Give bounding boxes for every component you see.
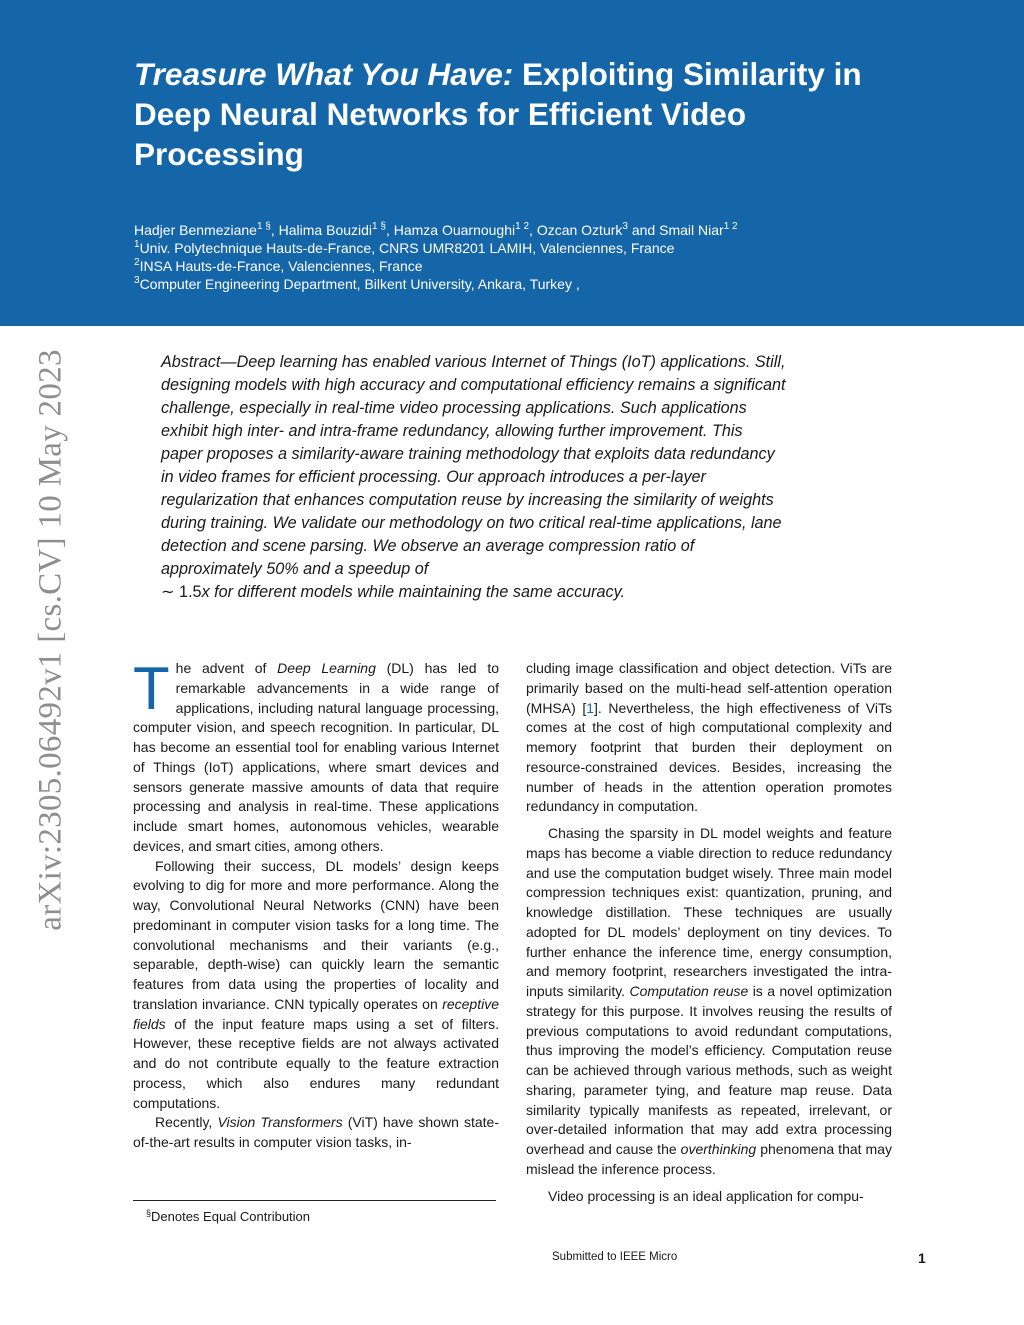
author-name: Hamza Ouarnoughi bbox=[393, 222, 516, 238]
paragraph-text: is a novel optimization strategy for this purpose. It involves reusing the results of previous computations to avoid redundant computations, thus improving the model’s efficiency. Computation reuse can be achieved through various methods, such as weight sharing, parameter tying, and feature map reuse. Data similarity typically manifests as repeated, irrelevant, or over-detailed information that may add extra processing overhead and cause the bbox=[526, 983, 892, 1157]
abstract bbox=[161, 351, 786, 604]
emphasis: Computation reuse bbox=[629, 983, 749, 999]
paragraph-text: phenomena that may mislead the inference process. bbox=[526, 1141, 893, 1177]
paragraph-text: he advent of bbox=[175, 660, 278, 676]
affiliation-number: 3 bbox=[134, 275, 140, 286]
paragraph-text: (ViT) have shown state-of-the-art results in computer vision tasks, in- bbox=[133, 1114, 499, 1150]
abstract-speedup-unit: x bbox=[201, 583, 210, 601]
author-affil-marker: 1 § bbox=[372, 221, 386, 232]
author-affil-marker: 1 2 bbox=[723, 221, 738, 232]
right-column bbox=[526, 659, 892, 1206]
paragraph-text: Following their success, DL models’ design keeps evolving to dig for more and more performance. Along the way, Convolutional Neural Networks (CNN) have been predominant in computer vision tasks for a long time. The convolutional mechanisms and their variants (e.g., separable, depth-wise) can quickly learn the semantic features from data using the properties of locality and translation invariance. CNN typically operates on bbox=[133, 857, 499, 1012]
citation-link[interactable]: 1 bbox=[586, 699, 595, 716]
affiliation-text: Univ. Polytechnique Hauts-de-France, CNRS UMR8201 LAMIH, Valenciennes, France bbox=[139, 240, 675, 256]
paragraph-text: of the input feature maps using a set of filters. However, these receptive fields are not always activated and do not contribute equally to the feature extraction process, which also endures many redundant computations. bbox=[133, 1015, 499, 1111]
author-affil-marker: 1 2 bbox=[515, 221, 530, 232]
author-name: Hadjer Benmeziane bbox=[134, 222, 257, 238]
title-main-part: Exploiting Similarity in Deep Neural Networks for Efficient Video Processing bbox=[134, 56, 862, 172]
paragraph-text: cluding image classification and object detection. ViTs are primarily based on the multi-head self-attention operation (MHSA) [ bbox=[526, 660, 892, 716]
page-number: 1 bbox=[918, 1250, 926, 1266]
paragraph bbox=[133, 655, 499, 857]
author-affil-marker: 1 § bbox=[256, 221, 271, 232]
author-list bbox=[134, 221, 934, 239]
affiliation-line bbox=[134, 275, 934, 293]
author-name: Halima Bouzidi bbox=[278, 222, 373, 238]
affiliation-text: INSA Hauts-de-France, Valenciennes, France bbox=[139, 258, 423, 274]
paragraph-text: ]. Nevertheless, the high effectiveness of ViTs comes at the cost of high computational complexity and memory footprint that burden their deployment on resource-constrained devices. Besides, increasing the number of heads in the attention operation promotes redundancy in computation. bbox=[526, 699, 893, 815]
affiliation-text: Computer Engineering Department, Bilkent University, Ankara, Turkey , bbox=[139, 276, 580, 292]
paper-title bbox=[134, 54, 914, 174]
paragraph bbox=[133, 1113, 499, 1153]
emphasis: overthinking bbox=[680, 1141, 757, 1157]
affiliation-line bbox=[134, 239, 934, 257]
author-separator: , bbox=[270, 222, 279, 238]
emphasis: Deep Learning bbox=[277, 660, 376, 676]
author-name: Ozcan Ozturk bbox=[536, 222, 623, 238]
title-banner bbox=[0, 0, 1024, 326]
journal-footer: Submitted to IEEE Micro bbox=[552, 1251, 678, 1263]
paragraph-text: Chasing the sparsity in DL model weights and feature maps has become a viable direction to reduce redundancy and use the computation budget wisely. Three main model compression techniques exist: quantization, pruning, and knowledge distillation. These techniques are usually adopted for DL models’ deployment on tiny devices. To further enhance the inference time, energy consumption, and memory footprint, researchers investigated the intra-inputs similarity. bbox=[526, 825, 892, 999]
abstract-text: Abstract—Deep learning has enabled various Internet of Things (IoT) applications. Still, designing models with high accuracy and computational efficiency remains a significant challenge, especially in real-time video processing applications. Such applications exhibit high inter- and intra-frame redundancy, allowing further improvement. This paper proposes a similarity-aware training methodology that exploits data redundancy in video frames for efficient processing. Our approach introduces a per-layer regularization that enhances computation reuse by increasing the similarity of weights during training. We validate our methodology on two critical real-time applications, lane detection and scene parsing. We observe an average compression ratio of approximately 50% and a speedup of bbox=[161, 353, 786, 578]
footnote-text: Denotes Equal Contribution bbox=[151, 1209, 311, 1224]
paragraph bbox=[133, 857, 499, 1114]
emphasis: receptive fields bbox=[133, 995, 499, 1032]
author-separator: and bbox=[627, 222, 660, 238]
paragraph bbox=[526, 1187, 892, 1207]
author-separator: , bbox=[529, 222, 537, 238]
paragraph-text: Video processing is an ideal application for compu- bbox=[548, 1187, 864, 1204]
author-name: Smail Niar bbox=[659, 222, 724, 238]
affiliation-number: 1 bbox=[134, 239, 140, 250]
footnote-symbol: § bbox=[146, 1208, 152, 1218]
paragraph bbox=[526, 824, 892, 1180]
emphasis: Vision Transformers bbox=[217, 1114, 343, 1131]
left-column bbox=[133, 655, 499, 1153]
paragraph bbox=[526, 659, 892, 817]
author-affil-marker: 3 bbox=[622, 221, 628, 232]
abstract-text-end: for different models while maintaining the same accuracy. bbox=[209, 583, 626, 601]
footnote bbox=[146, 1209, 310, 1224]
affiliation-line bbox=[134, 257, 934, 275]
paragraph-text: Recently, bbox=[155, 1114, 218, 1131]
drop-cap: T bbox=[133, 655, 170, 722]
paragraph-text: (DL) has led to remarkable advancements in a wide range of applications, including natural language processing, computer vision, and speech recognition. In particular, DL has become an essential tool for enabling various Internet of Things (IoT) applications, where smart devices and sensors generate massive amounts of data that require processing and analysis in real-time. These applications include smart homes, autonomous vehicles, wearable devices, and smart cities, among others. bbox=[133, 660, 499, 854]
title-italic-part: Treasure What You Have: bbox=[134, 56, 514, 92]
arxiv-stamp: arXiv:2305.06492v1 [cs.CV] 10 May 2023 bbox=[32, 349, 69, 931]
abstract-speedup-value: ∼ 1.5 bbox=[161, 583, 202, 601]
author-separator: , bbox=[385, 222, 394, 238]
affiliation-number: 2 bbox=[134, 257, 140, 268]
footnote-rule bbox=[133, 1200, 496, 1201]
author-block bbox=[134, 221, 934, 293]
